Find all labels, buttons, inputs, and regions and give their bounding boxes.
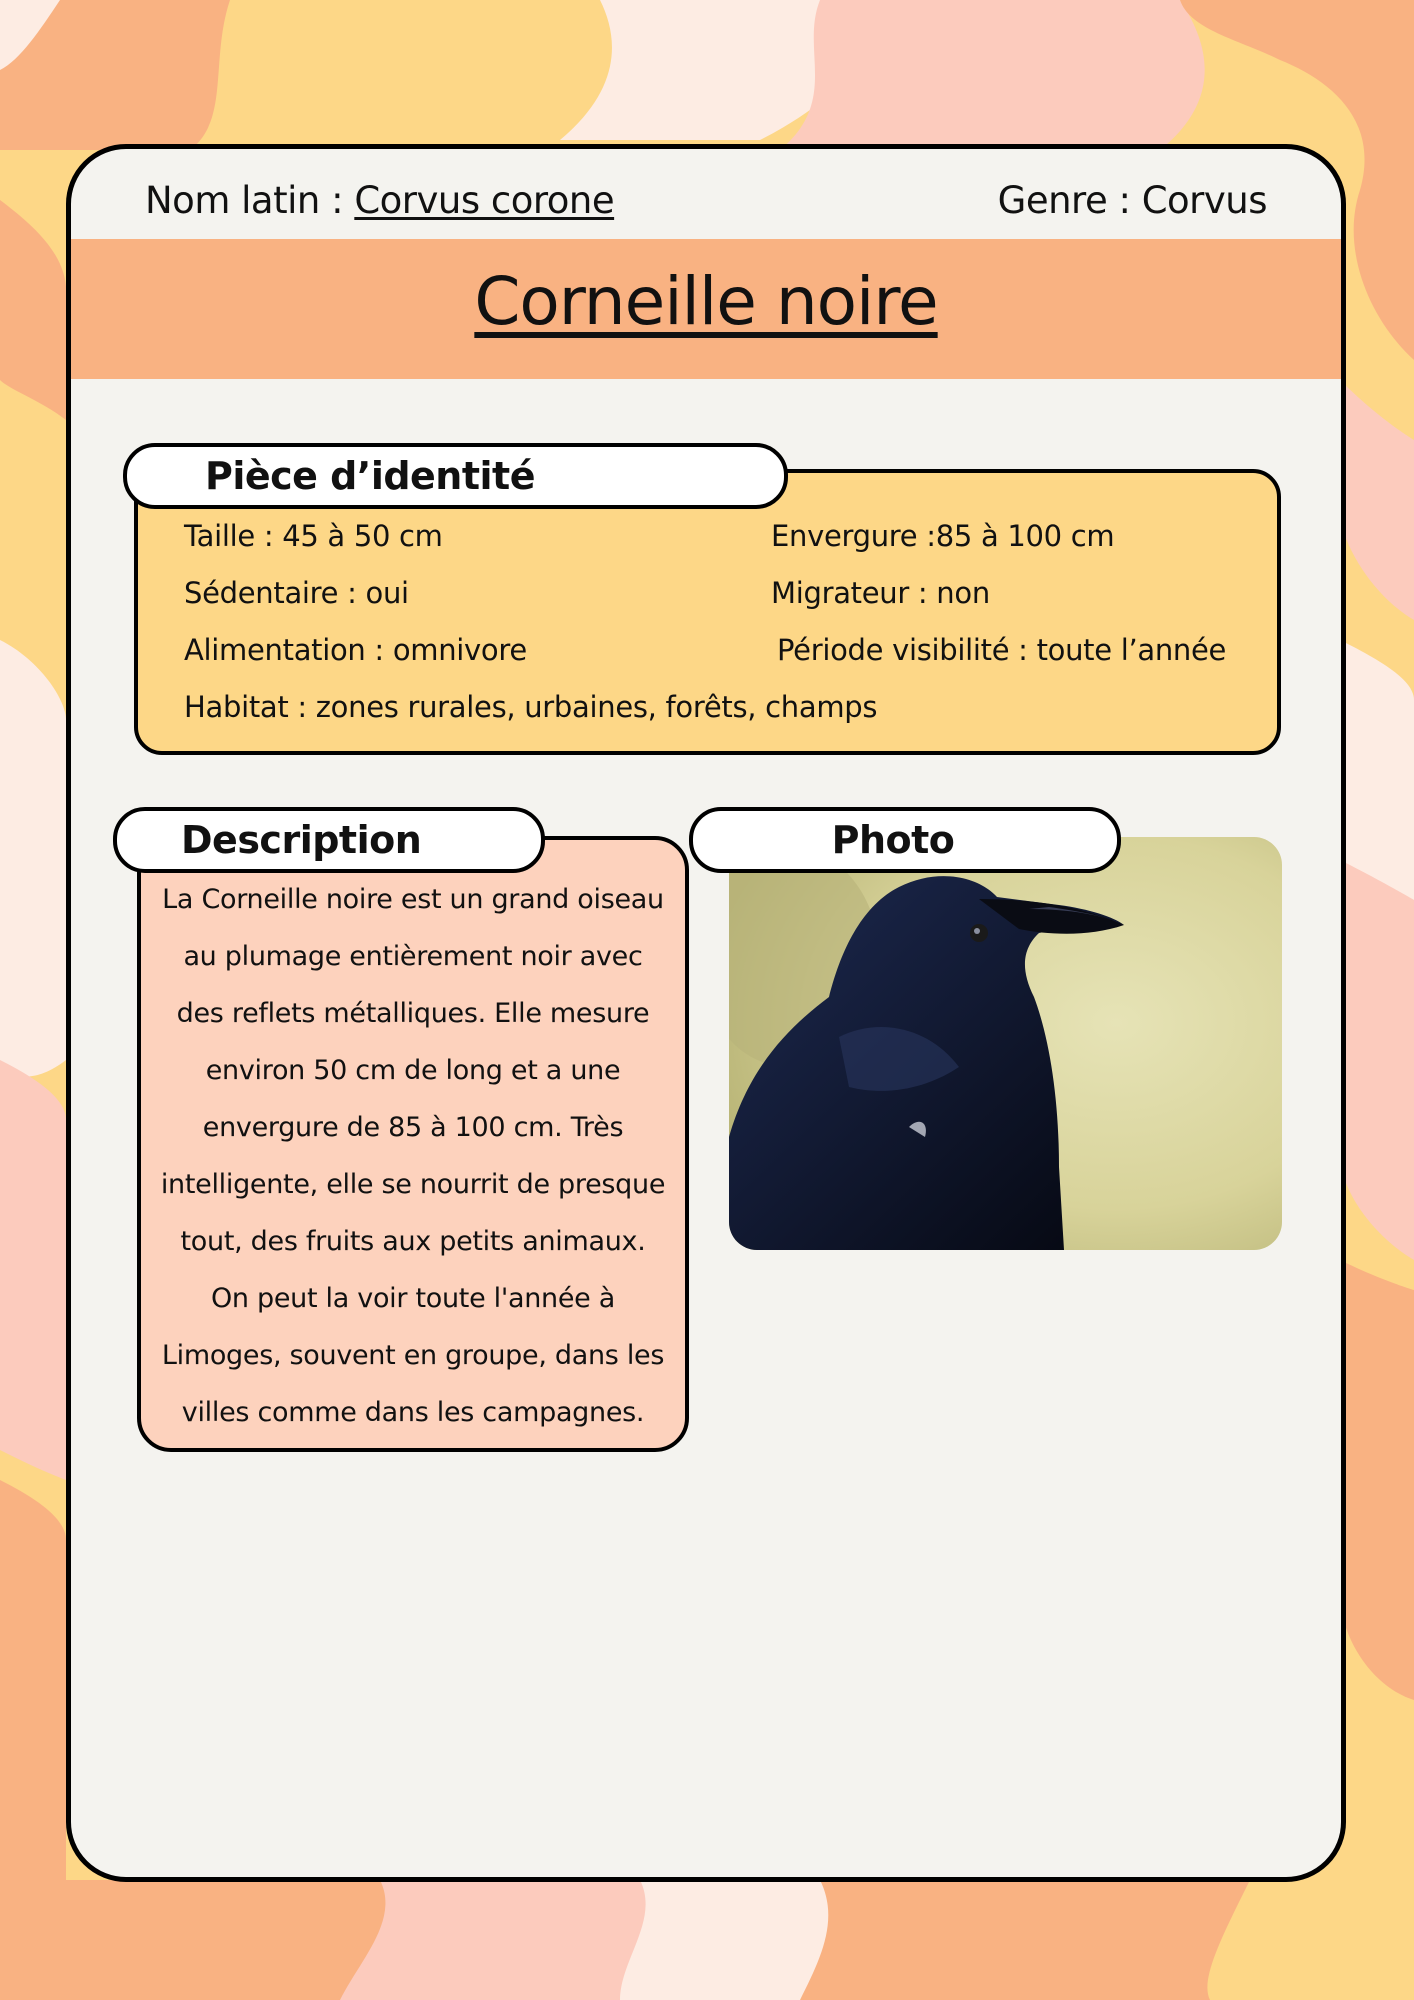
description-text (149, 871, 677, 1441)
description-line: tout, des fruits aux petits animaux. (180, 1226, 646, 1257)
field-taille: Taille : 45 à 50 cm (184, 519, 443, 553)
description-line: environ 50 cm de long et a une (205, 1055, 621, 1086)
field-envergure: Envergure :85 à 100 cm (771, 519, 1115, 553)
field-migrateur: Migrateur : non (771, 576, 990, 610)
title-band (71, 239, 1341, 379)
description-line: villes comme dans les campagnes. (181, 1397, 645, 1428)
description-line: Limoges, souvent en groupe, dans les (161, 1340, 665, 1371)
latin-label: Nom latin : (145, 179, 344, 222)
bird-card (66, 144, 1346, 1882)
photo-heading: Photo (689, 807, 1121, 873)
description-line: intelligente, elle se nourrit de presque (160, 1169, 666, 1200)
crow-photo (729, 837, 1282, 1250)
description-heading: Description (113, 807, 545, 873)
identity-heading: Pièce d’identité (123, 443, 788, 509)
field-alimentation: Alimentation : omnivore (184, 633, 527, 667)
crow-image (729, 837, 1282, 1250)
description-line: au plumage entièrement noir avec (183, 941, 643, 972)
description-line: La Corneille noire est un grand oiseau (162, 884, 664, 915)
description-line: On peut la voir toute l'année à (210, 1283, 616, 1314)
description-line: envergure de 85 à 100 cm. Très (202, 1112, 624, 1143)
field-habitat: Habitat : zones rurales, urbaines, forêts, champs (184, 690, 878, 724)
field-periode: Période visibilité : toute l’année (777, 633, 1227, 667)
field-sedentaire: Sédentaire : oui (184, 576, 409, 610)
genre: Genre : Corvus (997, 179, 1267, 222)
description-line: des reflets métalliques. Elle mesure (176, 998, 650, 1029)
latin-name (145, 179, 614, 222)
latin-value: Corvus corone (354, 179, 615, 222)
page-title: Corneille noire (474, 263, 938, 340)
